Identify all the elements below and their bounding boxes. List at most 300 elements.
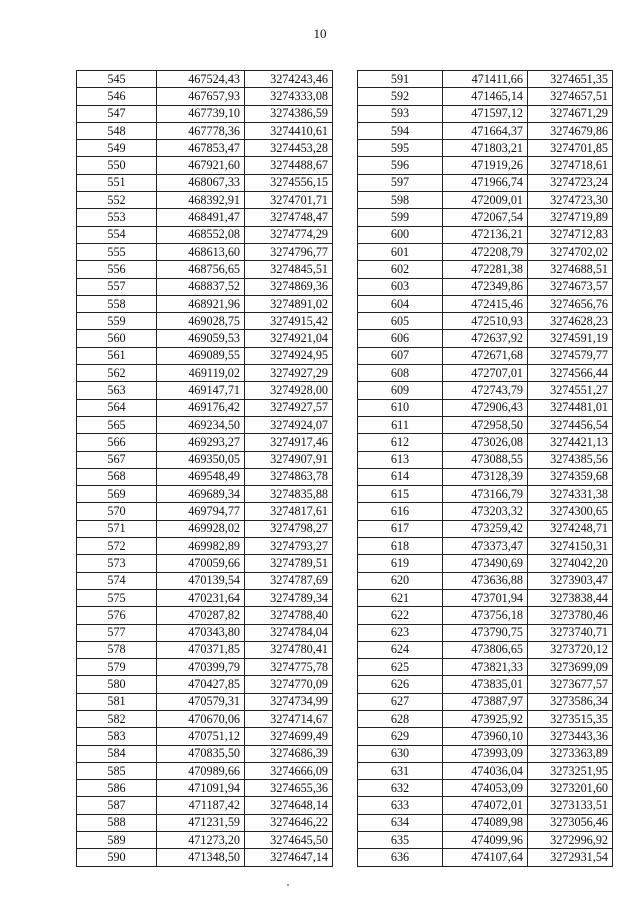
y-coordinate-cell: 3273699,09 xyxy=(528,659,613,676)
point-number-cell: 567 xyxy=(77,451,157,468)
table-row xyxy=(77,105,333,122)
x-coordinate-cell: 472637,92 xyxy=(443,330,528,347)
point-number-cell: 631 xyxy=(358,762,443,779)
y-coordinate-cell: 3274719,89 xyxy=(528,209,613,226)
table-row xyxy=(77,520,333,537)
table-row xyxy=(358,814,613,831)
x-coordinate-cell: 468613,60 xyxy=(157,243,245,260)
table-row xyxy=(77,192,333,209)
point-number-cell: 576 xyxy=(77,607,157,624)
y-coordinate-cell: 3274927,29 xyxy=(245,365,333,382)
x-coordinate-cell: 471919,26 xyxy=(443,157,528,174)
point-number-cell: 621 xyxy=(358,589,443,606)
point-number-cell: 546 xyxy=(77,88,157,105)
y-coordinate-cell: 3274673,57 xyxy=(528,278,613,295)
point-number-cell: 552 xyxy=(77,192,157,209)
point-number-cell: 617 xyxy=(358,520,443,537)
x-coordinate-cell: 472009,01 xyxy=(443,192,528,209)
table-row xyxy=(77,365,333,382)
x-coordinate-cell: 469928,02 xyxy=(157,520,245,537)
y-coordinate-cell: 3274701,71 xyxy=(245,192,333,209)
x-coordinate-cell: 468921,96 xyxy=(157,295,245,312)
point-number-cell: 606 xyxy=(358,330,443,347)
point-number-cell: 610 xyxy=(358,399,443,416)
table-row xyxy=(77,503,333,520)
coordinates-table-left xyxy=(76,70,333,867)
x-coordinate-cell: 469089,55 xyxy=(157,347,245,364)
table-row xyxy=(358,745,613,762)
y-coordinate-cell: 3274748,47 xyxy=(245,209,333,226)
x-coordinate-cell: 469350,05 xyxy=(157,451,245,468)
y-coordinate-cell: 3274780,41 xyxy=(245,641,333,658)
y-coordinate-cell: 3274333,08 xyxy=(245,88,333,105)
y-coordinate-cell: 3274359,68 xyxy=(528,468,613,485)
table-row xyxy=(77,88,333,105)
point-number-cell: 611 xyxy=(358,416,443,433)
y-coordinate-cell: 3274863,78 xyxy=(245,468,333,485)
point-number-cell: 596 xyxy=(358,157,443,174)
y-coordinate-cell: 3274723,24 xyxy=(528,174,613,191)
table-row xyxy=(77,157,333,174)
table-row xyxy=(77,140,333,157)
y-coordinate-cell: 3274789,34 xyxy=(245,589,333,606)
x-coordinate-cell: 472510,93 xyxy=(443,313,528,330)
table-row xyxy=(358,416,613,433)
table-row xyxy=(77,745,333,762)
y-coordinate-cell: 3273838,44 xyxy=(528,589,613,606)
table-row xyxy=(77,849,333,866)
point-number-cell: 622 xyxy=(358,607,443,624)
y-coordinate-cell: 3274907,91 xyxy=(245,451,333,468)
point-number-cell: 597 xyxy=(358,174,443,191)
point-number-cell: 613 xyxy=(358,451,443,468)
table-row xyxy=(77,572,333,589)
y-coordinate-cell: 3274671,29 xyxy=(528,105,613,122)
y-coordinate-cell: 3274793,27 xyxy=(245,538,333,555)
point-number-cell: 603 xyxy=(358,278,443,295)
y-coordinate-cell: 3274481,01 xyxy=(528,399,613,416)
point-number-cell: 561 xyxy=(77,347,157,364)
table-row xyxy=(77,797,333,814)
x-coordinate-cell: 471803,21 xyxy=(443,140,528,157)
x-coordinate-cell: 470670,06 xyxy=(157,710,245,727)
table-row xyxy=(358,347,613,364)
table-row xyxy=(358,849,613,866)
point-number-cell: 605 xyxy=(358,313,443,330)
x-coordinate-cell: 474053,09 xyxy=(443,780,528,797)
x-coordinate-cell: 469059,53 xyxy=(157,330,245,347)
point-number-cell: 550 xyxy=(77,157,157,174)
table-row xyxy=(358,555,613,572)
table-row xyxy=(77,261,333,278)
table-row xyxy=(77,295,333,312)
point-number-cell: 607 xyxy=(358,347,443,364)
x-coordinate-cell: 468756,65 xyxy=(157,261,245,278)
table-row xyxy=(358,572,613,589)
table-row xyxy=(358,797,613,814)
point-number-cell: 547 xyxy=(77,105,157,122)
x-coordinate-cell: 471348,50 xyxy=(157,849,245,866)
y-coordinate-cell: 3273443,36 xyxy=(528,728,613,745)
x-coordinate-cell: 467921,60 xyxy=(157,157,245,174)
table-row xyxy=(358,434,613,451)
x-coordinate-cell: 473636,88 xyxy=(443,572,528,589)
point-number-cell: 632 xyxy=(358,780,443,797)
table-row xyxy=(77,399,333,416)
table-row xyxy=(77,762,333,779)
point-number-cell: 609 xyxy=(358,382,443,399)
table-row xyxy=(77,486,333,503)
point-number-cell: 579 xyxy=(77,659,157,676)
x-coordinate-cell: 470287,82 xyxy=(157,607,245,624)
y-coordinate-cell: 3274679,86 xyxy=(528,122,613,139)
table-row xyxy=(77,209,333,226)
point-number-cell: 551 xyxy=(77,174,157,191)
table-row xyxy=(77,416,333,433)
y-coordinate-cell: 3274915,42 xyxy=(245,313,333,330)
point-number-cell: 569 xyxy=(77,486,157,503)
y-coordinate-cell: 3274591,19 xyxy=(528,330,613,347)
y-coordinate-cell: 3274300,65 xyxy=(528,503,613,520)
y-coordinate-cell: 3274579,77 xyxy=(528,347,613,364)
x-coordinate-cell: 473166,79 xyxy=(443,486,528,503)
y-coordinate-cell: 3274421,13 xyxy=(528,434,613,451)
point-number-cell: 615 xyxy=(358,486,443,503)
y-coordinate-cell: 3274646,22 xyxy=(245,814,333,831)
table-row xyxy=(358,624,613,641)
point-number-cell: 560 xyxy=(77,330,157,347)
point-number-cell: 629 xyxy=(358,728,443,745)
table-row xyxy=(77,330,333,347)
point-number-cell: 624 xyxy=(358,641,443,658)
x-coordinate-cell: 469176,42 xyxy=(157,399,245,416)
table-row xyxy=(358,641,613,658)
table-row xyxy=(77,641,333,658)
point-number-cell: 573 xyxy=(77,555,157,572)
x-coordinate-cell: 472349,86 xyxy=(443,278,528,295)
y-coordinate-cell: 3274770,09 xyxy=(245,676,333,693)
point-number-cell: 572 xyxy=(77,538,157,555)
x-coordinate-cell: 472281,38 xyxy=(443,261,528,278)
point-number-cell: 574 xyxy=(77,572,157,589)
point-number-cell: 595 xyxy=(358,140,443,157)
y-coordinate-cell: 3274645,50 xyxy=(245,832,333,849)
y-coordinate-cell: 3274385,56 xyxy=(528,451,613,468)
table-row xyxy=(358,607,613,624)
point-number-cell: 584 xyxy=(77,745,157,762)
table-row xyxy=(77,780,333,797)
table-row xyxy=(358,122,613,139)
y-coordinate-cell: 3274714,67 xyxy=(245,710,333,727)
table-row xyxy=(358,71,613,88)
x-coordinate-cell: 473960,10 xyxy=(443,728,528,745)
y-coordinate-cell: 3274928,00 xyxy=(245,382,333,399)
x-coordinate-cell: 472208,79 xyxy=(443,243,528,260)
table-row xyxy=(77,174,333,191)
point-number-cell: 563 xyxy=(77,382,157,399)
y-coordinate-cell: 3274656,76 xyxy=(528,295,613,312)
point-number-cell: 623 xyxy=(358,624,443,641)
point-number-cell: 588 xyxy=(77,814,157,831)
point-number-cell: 553 xyxy=(77,209,157,226)
y-coordinate-cell: 3274488,67 xyxy=(245,157,333,174)
table-row xyxy=(358,295,613,312)
y-coordinate-cell: 3274845,51 xyxy=(245,261,333,278)
y-coordinate-cell: 3274042,20 xyxy=(528,555,613,572)
x-coordinate-cell: 467524,43 xyxy=(157,71,245,88)
x-coordinate-cell: 470427,85 xyxy=(157,676,245,693)
table-row xyxy=(358,520,613,537)
y-coordinate-cell: 3274869,36 xyxy=(245,278,333,295)
y-coordinate-cell: 3274702,02 xyxy=(528,243,613,260)
y-coordinate-cell: 3272931,54 xyxy=(528,849,613,866)
y-coordinate-cell: 3274835,88 xyxy=(245,486,333,503)
table-row xyxy=(358,832,613,849)
x-coordinate-cell: 470989,66 xyxy=(157,762,245,779)
point-number-cell: 618 xyxy=(358,538,443,555)
y-coordinate-cell: 3274655,36 xyxy=(245,780,333,797)
point-number-cell: 585 xyxy=(77,762,157,779)
point-number-cell: 604 xyxy=(358,295,443,312)
y-coordinate-cell: 3274556,15 xyxy=(245,174,333,191)
point-number-cell: 554 xyxy=(77,226,157,243)
x-coordinate-cell: 473088,55 xyxy=(443,451,528,468)
point-number-cell: 578 xyxy=(77,641,157,658)
x-coordinate-cell: 470231,64 xyxy=(157,589,245,606)
y-coordinate-cell: 3274453,28 xyxy=(245,140,333,157)
table-row xyxy=(77,122,333,139)
y-coordinate-cell: 3274788,40 xyxy=(245,607,333,624)
table-row xyxy=(358,538,613,555)
y-coordinate-cell: 3273515,35 xyxy=(528,710,613,727)
x-coordinate-cell: 472136,21 xyxy=(443,226,528,243)
y-coordinate-cell: 3274718,61 xyxy=(528,157,613,174)
x-coordinate-cell: 471231,59 xyxy=(157,814,245,831)
y-coordinate-cell: 3274331,38 xyxy=(528,486,613,503)
point-number-cell: 582 xyxy=(77,710,157,727)
x-coordinate-cell: 471597,12 xyxy=(443,105,528,122)
table-row xyxy=(358,278,613,295)
x-coordinate-cell: 474099,96 xyxy=(443,832,528,849)
point-number-cell: 565 xyxy=(77,416,157,433)
point-number-cell: 545 xyxy=(77,71,157,88)
table-row xyxy=(77,226,333,243)
point-number-cell: 608 xyxy=(358,365,443,382)
point-number-cell: 625 xyxy=(358,659,443,676)
table-row xyxy=(77,468,333,485)
table-row xyxy=(77,814,333,831)
table-row xyxy=(358,693,613,710)
point-number-cell: 620 xyxy=(358,572,443,589)
x-coordinate-cell: 473821,33 xyxy=(443,659,528,676)
x-coordinate-cell: 469028,75 xyxy=(157,313,245,330)
point-number-cell: 581 xyxy=(77,693,157,710)
y-coordinate-cell: 3274648,14 xyxy=(245,797,333,814)
x-coordinate-cell: 469548,49 xyxy=(157,468,245,485)
y-coordinate-cell: 3274789,51 xyxy=(245,555,333,572)
x-coordinate-cell: 469234,50 xyxy=(157,416,245,433)
table-row xyxy=(77,710,333,727)
x-coordinate-cell: 473887,97 xyxy=(443,693,528,710)
y-coordinate-cell: 3274927,57 xyxy=(245,399,333,416)
point-number-cell: 594 xyxy=(358,122,443,139)
x-coordinate-cell: 471187,42 xyxy=(157,797,245,814)
x-coordinate-cell: 473701,94 xyxy=(443,589,528,606)
table-row xyxy=(358,710,613,727)
table-row xyxy=(77,243,333,260)
x-coordinate-cell: 473835,01 xyxy=(443,676,528,693)
point-number-cell: 556 xyxy=(77,261,157,278)
table-row xyxy=(358,676,613,693)
y-coordinate-cell: 3274410,61 xyxy=(245,122,333,139)
point-number-cell: 583 xyxy=(77,728,157,745)
x-coordinate-cell: 473259,42 xyxy=(443,520,528,537)
y-coordinate-cell: 3274243,46 xyxy=(245,71,333,88)
y-coordinate-cell: 3273133,51 xyxy=(528,797,613,814)
x-coordinate-cell: 467778,36 xyxy=(157,122,245,139)
table-row xyxy=(77,347,333,364)
x-coordinate-cell: 472906,43 xyxy=(443,399,528,416)
point-number-cell: 571 xyxy=(77,520,157,537)
x-coordinate-cell: 473128,39 xyxy=(443,468,528,485)
point-number-cell: 575 xyxy=(77,589,157,606)
table-row xyxy=(77,659,333,676)
point-number-cell: 628 xyxy=(358,710,443,727)
point-number-cell: 602 xyxy=(358,261,443,278)
y-coordinate-cell: 3274666,09 xyxy=(245,762,333,779)
x-coordinate-cell: 473756,18 xyxy=(443,607,528,624)
table-row xyxy=(358,589,613,606)
point-number-cell: 598 xyxy=(358,192,443,209)
table-row xyxy=(358,209,613,226)
page-mark xyxy=(287,884,289,886)
point-number-cell: 600 xyxy=(358,226,443,243)
table-row xyxy=(358,330,613,347)
table-row xyxy=(77,728,333,745)
point-number-cell: 549 xyxy=(77,140,157,157)
x-coordinate-cell: 471966,74 xyxy=(443,174,528,191)
table-row xyxy=(77,434,333,451)
x-coordinate-cell: 468552,08 xyxy=(157,226,245,243)
point-number-cell: 630 xyxy=(358,745,443,762)
x-coordinate-cell: 472743,79 xyxy=(443,382,528,399)
point-number-cell: 587 xyxy=(77,797,157,814)
y-coordinate-cell: 3274456,54 xyxy=(528,416,613,433)
table-row xyxy=(77,832,333,849)
table-row xyxy=(358,313,613,330)
point-number-cell: 614 xyxy=(358,468,443,485)
x-coordinate-cell: 470835,50 xyxy=(157,745,245,762)
x-coordinate-cell: 471411,66 xyxy=(443,71,528,88)
point-number-cell: 636 xyxy=(358,849,443,866)
point-number-cell: 586 xyxy=(77,780,157,797)
table-row xyxy=(358,486,613,503)
x-coordinate-cell: 470579,31 xyxy=(157,693,245,710)
x-coordinate-cell: 471664,37 xyxy=(443,122,528,139)
y-coordinate-cell: 3272996,92 xyxy=(528,832,613,849)
x-coordinate-cell: 470343,80 xyxy=(157,624,245,641)
table-row xyxy=(358,261,613,278)
y-coordinate-cell: 3274775,78 xyxy=(245,659,333,676)
table-row xyxy=(77,313,333,330)
y-coordinate-cell: 3274386,59 xyxy=(245,105,333,122)
y-coordinate-cell: 3273677,57 xyxy=(528,676,613,693)
point-number-cell: 577 xyxy=(77,624,157,641)
table-row xyxy=(358,468,613,485)
table-row xyxy=(358,659,613,676)
y-coordinate-cell: 3274924,95 xyxy=(245,347,333,364)
page-number: 10 xyxy=(313,26,327,41)
point-number-cell: 635 xyxy=(358,832,443,849)
table-row xyxy=(358,174,613,191)
point-number-cell: 558 xyxy=(77,295,157,312)
point-number-cell: 555 xyxy=(77,243,157,260)
x-coordinate-cell: 467739,10 xyxy=(157,105,245,122)
x-coordinate-cell: 473373,47 xyxy=(443,538,528,555)
x-coordinate-cell: 472067,54 xyxy=(443,209,528,226)
x-coordinate-cell: 473790,75 xyxy=(443,624,528,641)
x-coordinate-cell: 474089,98 xyxy=(443,814,528,831)
table-row xyxy=(77,538,333,555)
table-row xyxy=(358,226,613,243)
x-coordinate-cell: 470751,12 xyxy=(157,728,245,745)
table-row xyxy=(77,555,333,572)
table-row xyxy=(358,399,613,416)
x-coordinate-cell: 471273,20 xyxy=(157,832,245,849)
y-coordinate-cell: 3273056,46 xyxy=(528,814,613,831)
y-coordinate-cell: 3273201,60 xyxy=(528,780,613,797)
point-number-cell: 566 xyxy=(77,434,157,451)
point-number-cell: 592 xyxy=(358,88,443,105)
y-coordinate-cell: 3274551,27 xyxy=(528,382,613,399)
x-coordinate-cell: 468491,47 xyxy=(157,209,245,226)
x-coordinate-cell: 472707,01 xyxy=(443,365,528,382)
y-coordinate-cell: 3274566,44 xyxy=(528,365,613,382)
table-row xyxy=(358,88,613,105)
table-row xyxy=(358,780,613,797)
point-number-cell: 634 xyxy=(358,814,443,831)
x-coordinate-cell: 467853,47 xyxy=(157,140,245,157)
x-coordinate-cell: 472958,50 xyxy=(443,416,528,433)
table-row xyxy=(77,676,333,693)
table-row xyxy=(77,278,333,295)
point-number-cell: 559 xyxy=(77,313,157,330)
y-coordinate-cell: 3274248,71 xyxy=(528,520,613,537)
table-row xyxy=(358,140,613,157)
point-number-cell: 562 xyxy=(77,365,157,382)
point-number-cell: 590 xyxy=(77,849,157,866)
y-coordinate-cell: 3273903,47 xyxy=(528,572,613,589)
y-coordinate-cell: 3274784,04 xyxy=(245,624,333,641)
table-row xyxy=(358,105,613,122)
x-coordinate-cell: 471091,94 xyxy=(157,780,245,797)
y-coordinate-cell: 3274723,30 xyxy=(528,192,613,209)
table-row xyxy=(77,382,333,399)
table-row xyxy=(358,382,613,399)
x-coordinate-cell: 472671,68 xyxy=(443,347,528,364)
x-coordinate-cell: 469689,34 xyxy=(157,486,245,503)
x-coordinate-cell: 469982,89 xyxy=(157,538,245,555)
table-row xyxy=(77,624,333,641)
table-row xyxy=(77,71,333,88)
table-row xyxy=(358,243,613,260)
y-coordinate-cell: 3274712,83 xyxy=(528,226,613,243)
x-coordinate-cell: 473026,08 xyxy=(443,434,528,451)
table-row xyxy=(77,451,333,468)
x-coordinate-cell: 474036,04 xyxy=(443,762,528,779)
x-coordinate-cell: 469794,77 xyxy=(157,503,245,520)
x-coordinate-cell: 473203,32 xyxy=(443,503,528,520)
